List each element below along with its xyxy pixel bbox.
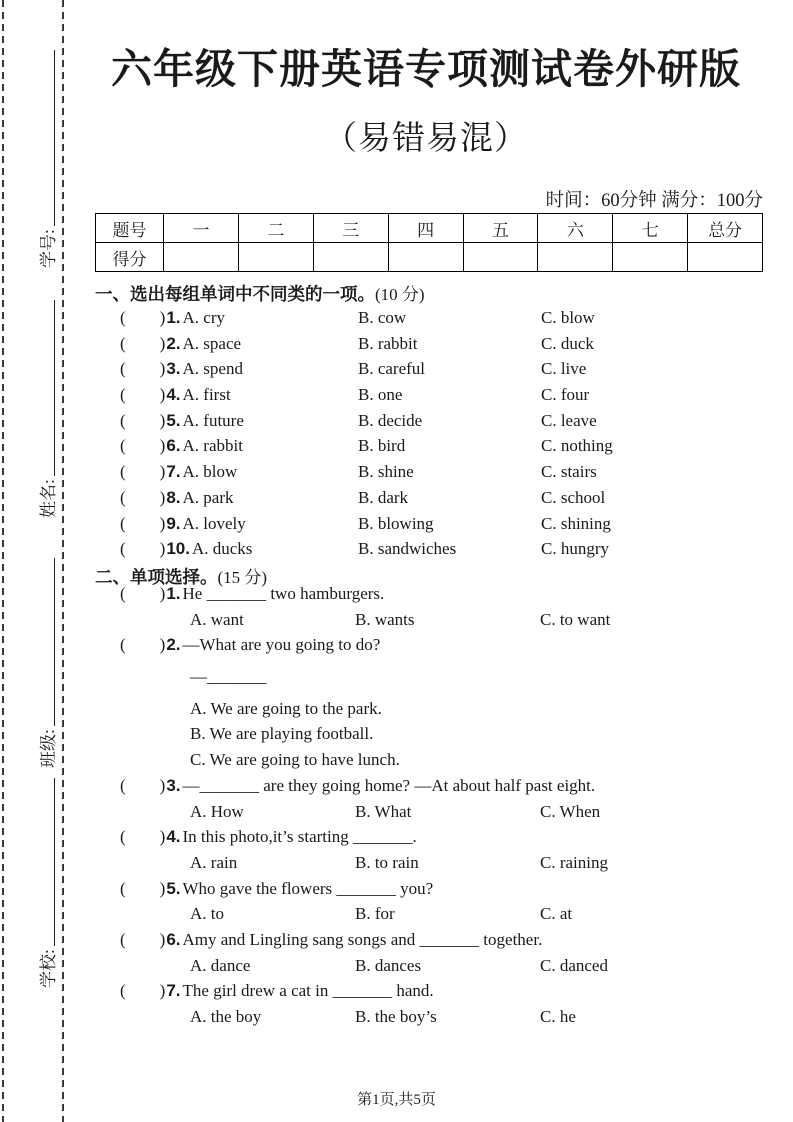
option-a: A. ducks <box>191 539 253 559</box>
question-cell <box>120 331 358 357</box>
option-b: B. rabbit <box>358 333 418 353</box>
school-blank-line[interactable] <box>41 778 55 946</box>
class-label: 班级: <box>39 729 58 768</box>
question-cell <box>120 356 358 382</box>
option-a: A. space <box>182 333 242 353</box>
option-c: C. blow <box>541 308 595 327</box>
option-c: C. hungry <box>541 539 609 559</box>
answer-blank[interactable]: ( ) <box>120 333 166 353</box>
question-row <box>120 433 775 459</box>
question-stem <box>120 927 777 953</box>
seal-dashed-line-inner <box>62 0 64 1122</box>
page-subtitle: （易错易混） <box>324 121 528 157</box>
section-1-questions <box>120 305 775 562</box>
option-a: A. How <box>190 801 244 821</box>
option-b: B. careful <box>358 359 426 379</box>
section-1-heading <box>95 280 425 306</box>
question-row <box>120 511 775 537</box>
student-id-field <box>13 48 59 268</box>
score-cell[interactable] <box>388 243 463 272</box>
question-number: 8. <box>166 487 181 507</box>
question-number: 1. <box>166 308 181 327</box>
option-b: B. What <box>355 801 412 821</box>
answer-blank[interactable]: ( ) <box>120 878 166 898</box>
option-c: C. shining <box>541 513 611 533</box>
question-number: 6. <box>166 436 181 456</box>
section-2-questions <box>120 581 777 1030</box>
question-row <box>120 305 775 331</box>
option-c: C. danced <box>540 955 608 975</box>
seal-dashed-line-outer <box>2 0 4 1122</box>
score-table-score-row <box>96 243 763 272</box>
question-cell <box>120 305 358 331</box>
option-a: A. lovely <box>182 513 246 533</box>
option-b: B. shine <box>358 462 414 482</box>
option-a: A. We are going to the park. <box>190 698 382 718</box>
qnum-label-cell: 题号 <box>96 214 164 243</box>
question-row <box>120 356 775 382</box>
col-header: 五 <box>463 214 538 243</box>
student-id-blank-line[interactable] <box>41 50 55 226</box>
option-b: B. for <box>355 904 395 924</box>
page-title: 六年级下册英语专项测试卷外研版 <box>111 46 741 92</box>
option-c: C. live <box>541 359 587 379</box>
score-cell[interactable] <box>463 243 538 272</box>
score-cell[interactable] <box>688 243 763 272</box>
question-number: 4. <box>166 827 181 847</box>
stem-text: —What are you going to do? <box>182 635 381 655</box>
option-b: B. bird <box>358 436 406 456</box>
answer-blank[interactable]: ( ) <box>120 359 166 379</box>
score-cell[interactable] <box>538 243 613 272</box>
option-a: A. dance <box>190 955 251 975</box>
col-header: 一 <box>164 214 239 243</box>
answer-blank[interactable]: ( ) <box>120 513 166 533</box>
question-number: 3. <box>166 775 181 795</box>
answer-blank[interactable]: ( ) <box>120 385 166 405</box>
option-a: A. spend <box>182 359 243 379</box>
question-stem <box>120 876 777 902</box>
score-cell[interactable] <box>613 243 688 272</box>
question-number: 10. <box>166 539 190 559</box>
option-a: A. first <box>182 385 231 405</box>
col-header: 七 <box>613 214 688 243</box>
answer-blank[interactable]: ( ) <box>120 981 166 1001</box>
exam-meta: 时间：60分钟 满分：100分 <box>545 191 763 211</box>
question-stem <box>120 773 777 799</box>
question-number: 5. <box>166 878 181 898</box>
option-b: B. wants <box>355 609 415 629</box>
question-stem <box>120 824 777 850</box>
options-row <box>190 1004 777 1030</box>
question-stem <box>120 632 777 658</box>
option-c: C. nothing <box>541 436 613 456</box>
question-row <box>120 536 775 562</box>
school-label: 学校: <box>39 949 58 988</box>
score-cell[interactable] <box>313 243 388 272</box>
question-row <box>120 382 775 408</box>
section-2-title: 二、单项选择。 <box>95 567 218 587</box>
option-a: A. park <box>182 487 234 507</box>
question-stem <box>120 581 777 607</box>
question-number: 9. <box>166 513 181 533</box>
option-b: B. dark <box>358 487 409 507</box>
option-b: B. We are playing football. <box>190 724 374 744</box>
class-field <box>13 556 59 768</box>
options-row <box>190 850 777 876</box>
question-number: 5. <box>166 410 181 430</box>
question-number: 2. <box>166 333 181 353</box>
question-stem <box>120 978 777 1004</box>
score-label-cell: 得分 <box>96 243 164 272</box>
student-name-label: 姓名: <box>39 479 58 518</box>
question-row <box>120 331 775 357</box>
answer-blank[interactable]: ( ) <box>120 635 166 655</box>
question-row <box>120 485 775 511</box>
option-c: C. leave <box>541 410 597 430</box>
stem-text: In this photo,it’s starting _______. <box>182 827 417 847</box>
col-header: 三 <box>313 214 388 243</box>
option-c: C. We are going to have lunch. <box>190 750 400 770</box>
question-number: 3. <box>166 359 181 379</box>
stem-text: The girl drew a cat in _______ hand. <box>182 981 434 1001</box>
answer-blank[interactable]: ( ) <box>120 308 166 327</box>
option-c: C. When <box>540 801 601 821</box>
question-cell <box>120 433 358 459</box>
question-number: 7. <box>166 981 181 1001</box>
answer-blank[interactable]: ( ) <box>120 436 166 456</box>
section-1-title: 一、选出每组单词中不同类的一项。 <box>95 284 375 304</box>
option-c: C. school <box>541 487 606 507</box>
options-row <box>190 901 777 927</box>
option-a: A. cry <box>182 308 225 327</box>
option-c: C. stairs <box>541 462 597 482</box>
option-b: B. the boy’s <box>355 1007 437 1026</box>
option-b: B. sandwiches <box>358 539 457 559</box>
option-a: A. the boy <box>190 1007 262 1026</box>
stem-reply-blank: —_______ <box>190 667 267 687</box>
question-cell <box>120 408 358 434</box>
question-cell <box>120 459 358 485</box>
stem-text: He _______ two hamburgers. <box>182 584 385 603</box>
options-row <box>190 799 777 825</box>
school-field <box>13 776 59 988</box>
option-a: A. rabbit <box>182 436 243 456</box>
col-header: 六 <box>538 214 613 243</box>
answer-blank[interactable]: ( ) <box>120 827 166 847</box>
option-a: A. blow <box>182 462 238 482</box>
answer-blank[interactable]: ( ) <box>120 410 166 430</box>
question-number: 7. <box>166 462 181 482</box>
option-c: C. duck <box>541 333 594 353</box>
score-cell[interactable] <box>164 243 239 272</box>
options-row <box>190 607 777 633</box>
question-cell <box>120 536 358 562</box>
question-cell <box>120 511 358 537</box>
score-table <box>95 213 763 272</box>
option-b: B. dances <box>355 955 422 975</box>
option-b: B. decide <box>358 410 423 430</box>
option-c: C. he <box>540 1007 576 1026</box>
answer-blank[interactable]: ( ) <box>120 462 166 482</box>
answer-blank[interactable]: ( ) <box>120 929 166 949</box>
stem-text: Who gave the flowers _______ you? <box>182 878 434 898</box>
option-a: A. rain <box>190 852 238 872</box>
stem-text: —_______ are they going home? —At about half past eight. <box>182 775 596 795</box>
question-number: 4. <box>166 385 181 405</box>
page-number: 第1页,共5页 <box>357 1092 436 1108</box>
col-header: 二 <box>238 214 313 243</box>
option-c: C. raining <box>540 852 608 872</box>
options-row <box>190 953 777 979</box>
class-blank-line[interactable] <box>41 558 55 726</box>
student-name-field <box>13 298 59 518</box>
question-number: 6. <box>166 929 181 949</box>
question-row <box>120 408 775 434</box>
section-1-points: (10 分) <box>375 285 425 304</box>
question-number: 2. <box>166 635 181 655</box>
answer-blank[interactable]: ( ) <box>120 539 166 559</box>
option-a: A. to <box>190 904 224 924</box>
student-id-label: 学号: <box>39 229 58 268</box>
option-b: B. to rain <box>355 852 419 872</box>
option-c: C. to want <box>540 609 611 629</box>
option-b: B. cow <box>358 308 407 327</box>
answer-blank[interactable]: ( ) <box>120 584 166 603</box>
option-a: A. future <box>182 410 244 430</box>
option-c: C. at <box>540 904 573 924</box>
question-cell <box>120 382 358 408</box>
score-table-header-row <box>96 214 763 243</box>
option-c: C. four <box>541 385 590 405</box>
col-header: 总分 <box>688 214 763 243</box>
question-row <box>120 459 775 485</box>
option-a: A. want <box>190 609 244 629</box>
option-b: B. one <box>358 385 403 405</box>
option-b: B. blowing <box>358 513 434 533</box>
question-number: 1. <box>166 584 181 603</box>
answer-blank[interactable]: ( ) <box>120 487 166 507</box>
question-cell <box>120 485 358 511</box>
student-name-blank-line[interactable] <box>41 300 55 476</box>
col-header: 四 <box>388 214 463 243</box>
stem-text: Amy and Lingling sang songs and _______ together. <box>182 929 543 949</box>
score-cell[interactable] <box>238 243 313 272</box>
answer-blank[interactable]: ( ) <box>120 775 166 795</box>
section-2-points: (15 分) <box>217 568 268 587</box>
